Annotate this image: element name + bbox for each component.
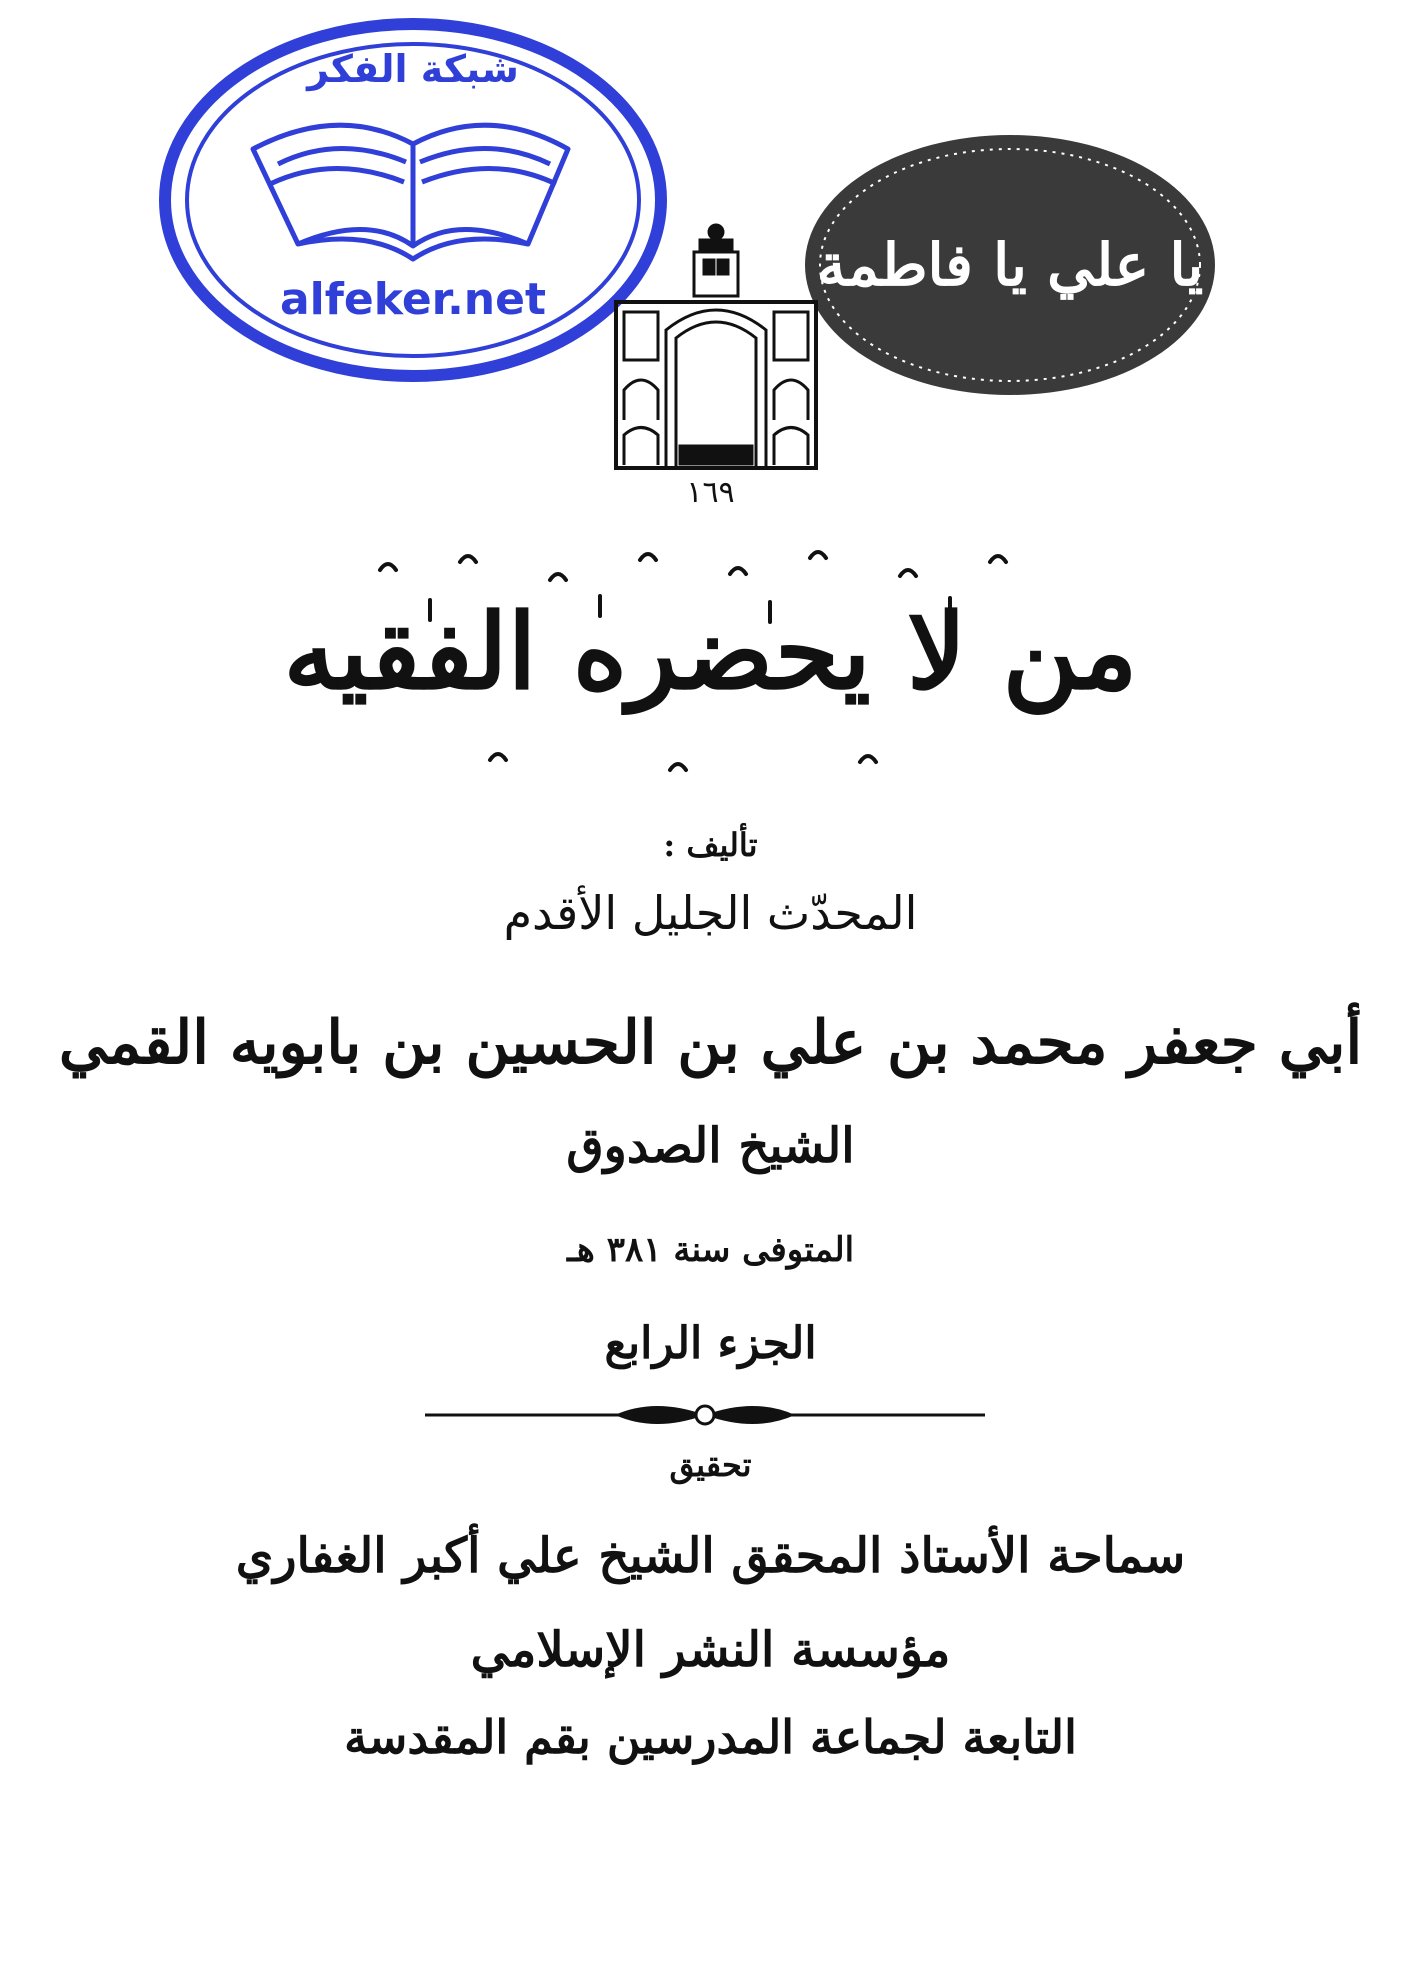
alfeker-stamp [158, 14, 668, 386]
series-number: ١٦٩ [686, 475, 735, 510]
publisher-affiliation: التابعة لجماعة المدرسين بقم المقدسة [344, 1710, 1077, 1764]
emblem-text: يا علي يا فاطمة [816, 231, 1204, 299]
volume-label: الجزء الرابع [604, 1318, 817, 1369]
book-title: من لا يحضره الفقيه [283, 590, 1138, 713]
editing-label: تحقيق [669, 1446, 752, 1484]
authored-by-label: تأليف : [663, 826, 758, 864]
open-book-icon [253, 125, 568, 259]
editor-name: سماحة الأستاذ المحقق الشيخ علي أكبر الغفاري [235, 1528, 1186, 1584]
author-name: أبي جعفر محمد بن علي بن الحسين بن بابويه القمي [58, 1008, 1363, 1078]
author-title: الشيخ الصدوق [566, 1118, 855, 1174]
ornament-divider [425, 1395, 985, 1435]
death-year: المتوفى سنة ٣٨١ هـ [566, 1230, 855, 1270]
stamp-latin-text: alfeker.net [279, 274, 547, 325]
calligraphy-emblem [800, 130, 1220, 400]
mosque-logo [610, 220, 822, 470]
author-epithet: المحدّث الجليل الأقدم [503, 886, 918, 940]
publisher-name: مؤسسة النشر الإسلامي [470, 1622, 951, 1678]
stamp-arabic-text: شبكة الفكر [307, 47, 519, 91]
